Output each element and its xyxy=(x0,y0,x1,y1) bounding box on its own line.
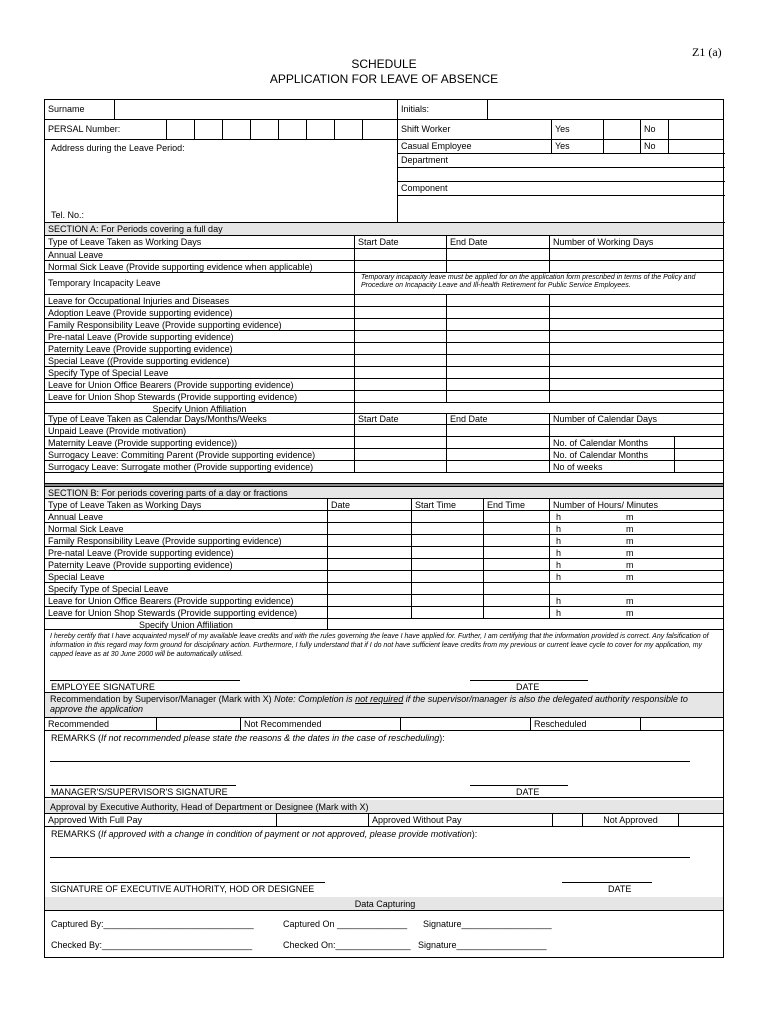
employee-date-label: DATE xyxy=(516,682,540,692)
leave-type-label: Pre-natal Leave (Provide supporting evidence) xyxy=(45,547,328,558)
leave-row xyxy=(45,559,723,571)
entry-cell[interactable] xyxy=(328,523,412,534)
shift-no-label: No xyxy=(641,120,669,139)
time-unit-label: m xyxy=(626,548,634,558)
check-signature-field[interactable]: Signature__________________ xyxy=(418,940,547,950)
address-label: Address during the Leave Period: xyxy=(51,143,185,153)
leave-row xyxy=(45,583,723,595)
approved-full-pay-box[interactable] xyxy=(277,814,369,826)
not-recommended-label: Not Recommended xyxy=(241,718,401,730)
casual-yes-box[interactable] xyxy=(604,140,641,153)
approval-options xyxy=(45,814,723,827)
leave-type-label: Normal Sick Leave xyxy=(45,523,328,534)
leave-type-label: Family Responsibility Leave (Provide supporting evidence) xyxy=(45,535,328,546)
leave-row xyxy=(45,295,723,307)
leave-type-label: Leave for Union Office Bearers (Provide supporting evidence) xyxy=(45,379,355,390)
leave-row xyxy=(45,343,723,355)
entry-cell[interactable] xyxy=(447,367,550,378)
leave-row xyxy=(45,391,723,403)
entry-cell[interactable] xyxy=(355,391,447,402)
entry-cell[interactable] xyxy=(484,511,550,522)
surname-label: Surname xyxy=(45,100,115,119)
leave-type-label: Leave for Union Office Bearers (Provide supporting evidence) xyxy=(45,595,328,606)
entry-cell[interactable] xyxy=(328,583,412,594)
leave-type-label: Annual Leave xyxy=(45,249,355,260)
entry-cell[interactable] xyxy=(447,261,550,272)
time-unit-label: h xyxy=(556,596,562,606)
entry-cell[interactable] xyxy=(550,331,725,342)
entry-cell[interactable] xyxy=(447,249,550,260)
persal-digit[interactable] xyxy=(279,120,307,139)
entry-cell[interactable] xyxy=(412,511,484,522)
entry-cell[interactable] xyxy=(447,307,550,318)
entry-cell[interactable] xyxy=(550,307,725,318)
schedule-heading: SCHEDULE xyxy=(351,57,417,71)
entry-cell[interactable] xyxy=(550,367,725,378)
entry-cell[interactable] xyxy=(484,583,550,594)
shift-yes-label: Yes xyxy=(552,120,604,139)
shift-yes-box[interactable] xyxy=(604,120,641,139)
time-unit-label: h xyxy=(556,536,562,546)
entry-cell[interactable] xyxy=(328,571,412,582)
entry-cell[interactable] xyxy=(484,523,550,534)
entry-cell[interactable] xyxy=(550,343,725,354)
surrogacy-parent-row: Surrogacy Leave: Commiting Parent (Provide supporting evidence) No. of Calendar Months xyxy=(45,449,723,461)
leave-type-label: Family Responsibility Leave (Provide supporting evidence) xyxy=(45,319,355,330)
time-unit-label: m xyxy=(626,572,634,582)
leave-row xyxy=(45,249,723,261)
persal-label: PERSAL Number: xyxy=(45,120,167,139)
entry-cell[interactable] xyxy=(447,355,550,366)
entry-cell[interactable] xyxy=(355,355,447,366)
leave-type-label: Special Leave ((Provide supporting evidence) xyxy=(45,355,355,366)
approval-title: Approval by Executive Authority, Head of Department or Designee (Mark with X) xyxy=(45,800,723,814)
entry-cell[interactable] xyxy=(412,547,484,558)
executive-date-line[interactable] xyxy=(562,882,652,883)
approval-remarks-line[interactable] xyxy=(50,857,690,858)
entry-cell[interactable] xyxy=(412,583,484,594)
entry-cell[interactable] xyxy=(412,559,484,570)
leave-type-label: Specify Type of Special Leave xyxy=(45,367,355,378)
manager-signature-label: MANAGER'S/SUPERVISOR'S SIGNATURE xyxy=(51,787,228,797)
entry-cell[interactable] xyxy=(328,535,412,546)
surname-field[interactable] xyxy=(115,100,398,119)
leave-type-label: Paternity Leave (Provide supporting evidence) xyxy=(45,559,328,570)
leave-type-label: Pre-natal Leave (Provide supporting evidence) xyxy=(45,331,355,342)
section-a-title: SECTION A: For Periods covering a full day xyxy=(45,223,723,236)
calendar-header: Type of Leave Taken as Calendar Days/Months/Weeks Start Date End Date Number of Calendar Days xyxy=(45,413,723,425)
leave-type-label: Adoption Leave (Provide supporting evidence) xyxy=(45,307,355,318)
leave-row xyxy=(45,571,723,583)
entry-cell[interactable] xyxy=(550,261,725,272)
unpaid-row: Unpaid Leave (Provide motivation) xyxy=(45,425,723,437)
entry-cell[interactable] xyxy=(484,571,550,582)
form-reference: Z1 (a) xyxy=(692,45,722,59)
entry-cell[interactable] xyxy=(412,535,484,546)
leave-type-label: Annual Leave xyxy=(45,511,328,522)
surname-row xyxy=(45,100,723,120)
persal-digit[interactable] xyxy=(195,120,223,139)
approved-without-pay-label: Approved Without Pay xyxy=(369,814,553,826)
leave-form xyxy=(44,99,724,958)
checked-by-field[interactable]: Checked By:______________________________ xyxy=(51,940,253,950)
employee-signature-line[interactable] xyxy=(50,680,240,681)
temp-incapacity-row: Temporary Incapacity Leave Temporary incapacity leave must be applied for on the application form prescribed in terms of the Policy and Procedure on Incapacity Leave and Ill-health Retirement for Public Service Employees. xyxy=(45,273,723,295)
leave-type-label: Leave for Union Shop Stewards (Provide supporting evidence) xyxy=(45,391,355,402)
time-unit-label: m xyxy=(626,560,634,570)
entry-cell[interactable] xyxy=(447,379,550,390)
persal-digit[interactable] xyxy=(363,120,398,139)
address-block[interactable] xyxy=(45,140,398,223)
entry-cell[interactable] xyxy=(550,583,725,594)
entry-cell[interactable] xyxy=(484,607,550,618)
tel-label: Tel. No.: xyxy=(51,210,85,220)
approved-without-pay-box[interactable] xyxy=(553,814,583,826)
shift-no-box[interactable] xyxy=(669,120,725,139)
entry-cell[interactable] xyxy=(355,331,447,342)
entry-cell[interactable] xyxy=(355,261,447,272)
persal-digit[interactable] xyxy=(335,120,363,139)
recommend-remarks-line[interactable] xyxy=(50,761,690,762)
entry-cell[interactable] xyxy=(412,571,484,582)
department-label: Department xyxy=(398,154,725,168)
entry-cell[interactable] xyxy=(412,595,484,606)
entry-cell[interactable] xyxy=(447,331,550,342)
entry-cell[interactable] xyxy=(484,547,550,558)
time-unit-label: m xyxy=(626,596,634,606)
entry-cell[interactable] xyxy=(355,379,447,390)
leave-type-label: Leave for Occupational Injuries and Diseases xyxy=(45,295,355,306)
persal-row xyxy=(45,120,723,140)
entry-cell[interactable] xyxy=(328,595,412,606)
entry-cell[interactable] xyxy=(328,511,412,522)
leave-row xyxy=(45,379,723,391)
initials-label: Initials: xyxy=(398,100,488,119)
not-approved-label: Not Approved xyxy=(583,814,679,826)
entry-cell[interactable] xyxy=(550,319,725,330)
recommendation-title: Recommendation by Supervisor/Manager (Mark with X) Note: Completion is not required if the supervisor/manager is also the delegated authority responsible to approve the application xyxy=(45,693,723,718)
union-affiliation-row xyxy=(45,619,723,630)
captured-by-field[interactable]: Captured By:______________________________ xyxy=(51,919,254,929)
recommended-label: Recommended xyxy=(45,718,157,730)
section-a-header: Type of Leave Taken as Working Days Start Date End Date Number of Working Days xyxy=(45,236,723,249)
recommended-box[interactable] xyxy=(157,718,241,730)
form-title: APPLICATION FOR LEAVE OF ABSENCE xyxy=(269,72,499,86)
entry-cell[interactable] xyxy=(355,249,447,260)
entry-cell[interactable] xyxy=(328,619,725,629)
shift-worker-label: Shift Worker xyxy=(398,120,552,139)
department-field[interactable] xyxy=(398,168,725,182)
entry-cell[interactable] xyxy=(447,319,550,330)
casual-label: Casual Employee xyxy=(398,140,552,153)
time-unit-label: h xyxy=(556,524,562,534)
casual-no-box[interactable] xyxy=(669,140,725,153)
entry-cell[interactable] xyxy=(550,249,725,260)
entry-cell[interactable] xyxy=(355,403,725,413)
entry-cell[interactable] xyxy=(484,559,550,570)
leave-row xyxy=(45,355,723,367)
executive-signature-label: SIGNATURE OF EXECUTIVE AUTHORITY, HOD OR DESIGNEE xyxy=(51,884,315,894)
leave-row xyxy=(45,319,723,331)
rescheduled-box[interactable] xyxy=(641,718,725,730)
component-label: Component xyxy=(398,182,725,196)
maternity-row: Maternity Leave (Provide supporting evidence)) No. of Calendar Months xyxy=(45,437,723,449)
manager-date-line[interactable] xyxy=(470,785,568,786)
time-unit-label: h xyxy=(556,560,562,570)
entry-cell[interactable] xyxy=(484,535,550,546)
checked-on-field[interactable]: Checked On:_______________ xyxy=(283,940,411,950)
leave-type-label: Specify Type of Special Leave xyxy=(45,583,328,594)
entry-cell[interactable] xyxy=(355,367,447,378)
persal-digit[interactable] xyxy=(307,120,335,139)
leave-type-label: Specify Union Affiliation xyxy=(45,619,328,629)
leave-row xyxy=(45,595,723,607)
entry-cell[interactable] xyxy=(447,343,550,354)
captured-on-field[interactable]: Captured On ______________ xyxy=(283,919,408,929)
entry-cell[interactable] xyxy=(412,523,484,534)
entry-cell[interactable] xyxy=(355,295,447,306)
leave-row xyxy=(45,523,723,535)
leave-row xyxy=(45,331,723,343)
entry-cell[interactable] xyxy=(447,391,550,402)
leave-row xyxy=(45,607,723,619)
section-b-header: Type of Leave Taken as Working Days Date Start Time End Time Number of Hours/ Minutes xyxy=(45,499,723,511)
persal-digit[interactable] xyxy=(167,120,195,139)
time-unit-label: h xyxy=(556,572,562,582)
leave-type-label: Leave for Union Shop Stewards (Provide supporting evidence) xyxy=(45,607,328,618)
component-field[interactable] xyxy=(398,196,725,223)
persal-digit[interactable] xyxy=(251,120,279,139)
leave-row xyxy=(45,307,723,319)
leave-row xyxy=(45,261,723,273)
entry-cell[interactable] xyxy=(355,307,447,318)
blank-row xyxy=(45,473,723,484)
employee-date-line[interactable] xyxy=(470,680,588,681)
leave-row xyxy=(45,367,723,379)
entry-cell[interactable] xyxy=(550,391,725,402)
casual-yes-label: Yes xyxy=(552,140,604,153)
rescheduled-label: Rescheduled xyxy=(531,718,641,730)
leave-row xyxy=(45,535,723,547)
entry-cell[interactable] xyxy=(355,343,447,354)
leave-type-label: Paternity Leave (Provide supporting evidence) xyxy=(45,343,355,354)
time-unit-label: m xyxy=(626,512,634,522)
entry-cell[interactable] xyxy=(328,559,412,570)
manager-date-label: DATE xyxy=(516,787,540,797)
time-unit-label: m xyxy=(626,536,634,546)
persal-digit[interactable] xyxy=(223,120,251,139)
leave-type-label: Normal Sick Leave (Provide supporting evidence when applicable) xyxy=(45,261,355,272)
recommendation-options xyxy=(45,718,723,731)
time-unit-label: h xyxy=(556,548,562,558)
section-b-title: SECTION B: For periods covering parts of a day or fractions xyxy=(45,487,723,499)
entry-cell[interactable] xyxy=(355,319,447,330)
casual-row xyxy=(398,140,725,154)
executive-signature-line[interactable] xyxy=(50,882,325,883)
entry-cell[interactable] xyxy=(550,379,725,390)
manager-signature-line[interactable] xyxy=(50,785,236,786)
initials-field[interactable] xyxy=(488,100,725,119)
surrogacy-mother-row: Surrogacy Leave: Surrogate mother (Provide supporting evidence) No of weeks xyxy=(45,461,723,473)
time-unit-label: h xyxy=(556,608,562,618)
entry-cell[interactable] xyxy=(328,547,412,558)
casual-no-label: No xyxy=(641,140,669,153)
leave-type-label: Special Leave xyxy=(45,571,328,582)
capture-signature-field[interactable]: Signature__________________ xyxy=(423,919,552,929)
data-capturing-title: Data Capturing xyxy=(45,897,723,911)
time-unit-label: m xyxy=(626,608,634,618)
leave-row xyxy=(45,511,723,523)
declaration-text: I hereby certify that I have acquainted myself of my available leave credits and with the rules governing the leave I have applied for. Further, I am certifying that the information provided is correct. Any falsification of information in this regard may form ground for disciplinary action. Furthermore, I fully understand that if I do not have sufficient leave credits from my previous or current leave cycle to cover for my application, my capped leave as at 30 June 2000 will be automatically utilised. xyxy=(50,633,709,658)
employee-signature-label: EMPLOYEE SIGNATURE xyxy=(51,682,155,692)
not-approved-box[interactable] xyxy=(679,814,725,826)
entry-cell[interactable] xyxy=(484,595,550,606)
approval-remarks-label: REMARKS (If approved with a change in condition of payment or not approved, please provide motivation): xyxy=(51,829,478,839)
entry-cell[interactable] xyxy=(412,607,484,618)
entry-cell[interactable] xyxy=(550,355,725,366)
leave-row xyxy=(45,547,723,559)
entry-cell[interactable] xyxy=(447,295,550,306)
union-affiliation-row xyxy=(45,403,723,414)
recommend-remarks-label: REMARKS (If not recommended please state the reasons & the dates in the case of rescheduling): xyxy=(51,733,445,743)
not-recommended-box[interactable] xyxy=(401,718,531,730)
entry-cell[interactable] xyxy=(328,607,412,618)
approved-full-pay-label: Approved With Full Pay xyxy=(45,814,277,826)
time-unit-label: m xyxy=(626,524,634,534)
executive-date-label: DATE xyxy=(608,884,632,894)
entry-cell[interactable] xyxy=(550,295,725,306)
time-unit-label: h xyxy=(556,512,562,522)
leave-type-label: Specify Union Affiliation xyxy=(45,403,355,413)
